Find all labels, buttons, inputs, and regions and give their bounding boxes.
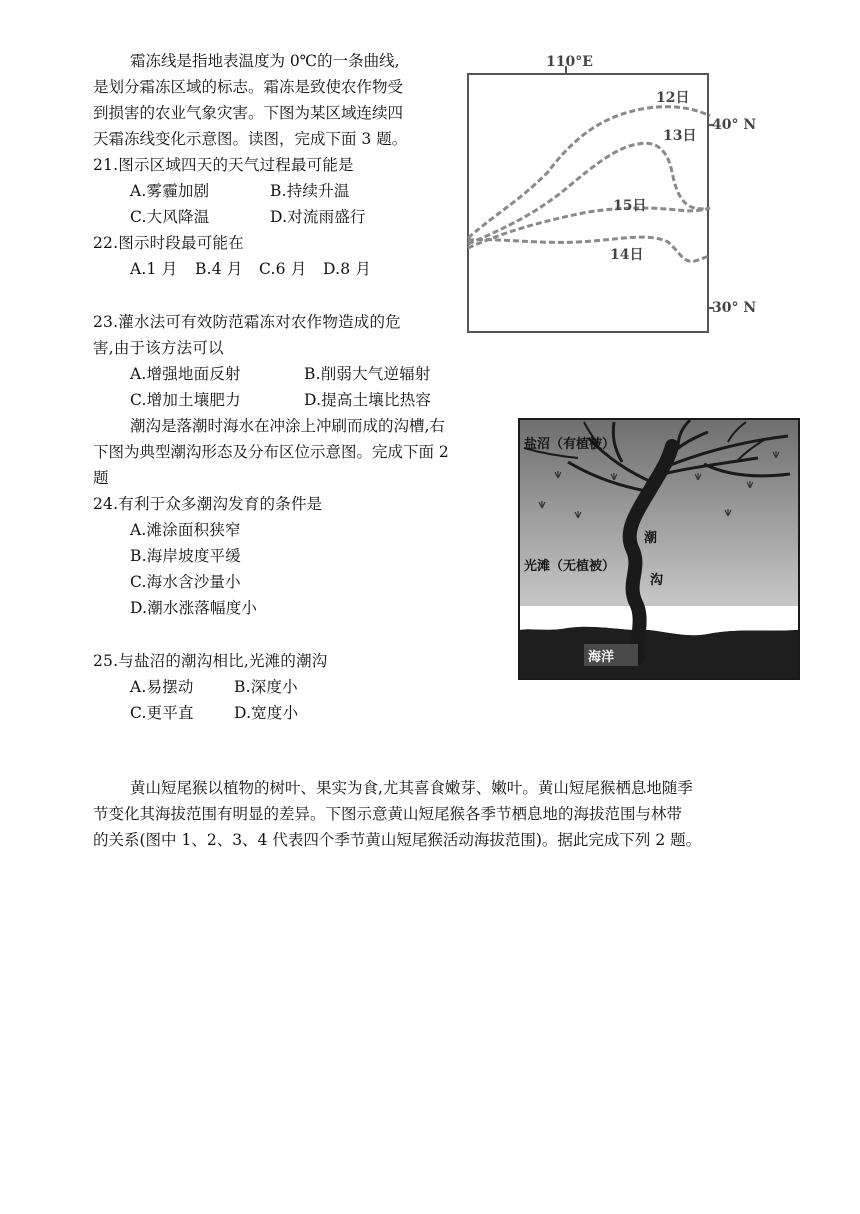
tide-intro-line-2: 下图为典型潮沟形态及分布区位示意图。完成下面 2 xyxy=(93,443,449,461)
q23-option-d: D.提高土壤比热容 xyxy=(304,391,432,409)
q25-option-c: C.更平直 xyxy=(130,704,194,722)
q25-option-b: B.深度小 xyxy=(234,678,298,696)
frost-line-map xyxy=(458,52,768,342)
longitude-label: 110°E xyxy=(546,54,593,70)
q23-stem-line-2: 害,由于该方法可以 xyxy=(93,339,224,357)
q23-option-c: C.增加土壤肥力 xyxy=(130,391,241,409)
q23-stem-line-1: 23.灌水法可有效防范霜冻对农作物造成的危 xyxy=(93,313,401,331)
q23-option-a: A.增强地面反射 xyxy=(130,365,241,383)
day-label-14: 14日 xyxy=(610,247,644,263)
ocean-area xyxy=(520,627,798,678)
day-label-13: 13日 xyxy=(663,128,697,144)
q22-option-b: B.4 月 xyxy=(195,260,243,278)
bare-flat-label: 光滩（无植被） xyxy=(524,559,616,574)
q24-stem: 24.有利于众多潮沟发育的条件是 xyxy=(93,495,323,513)
tidal-channel-figure xyxy=(518,418,800,680)
q22-option-a: A.1 月 xyxy=(130,260,178,278)
q24-option-d: D.潮水涨落幅度小 xyxy=(130,599,258,617)
day-label-12: 12日 xyxy=(656,90,690,106)
lat-30-label: 30° N xyxy=(712,300,757,316)
ocean-label: 海洋 xyxy=(588,650,615,665)
q22-stem: 22.图示时段最可能在 xyxy=(93,234,244,252)
q21-stem: 21.图示区域四天的天气过程最可能是 xyxy=(93,156,354,174)
frost-intro-line-3: 到损害的农业气象灾害。下图为某区域连续四 xyxy=(93,104,404,122)
channel-label-2: 沟 xyxy=(650,573,664,588)
frost-intro-line-1: 霜冻线是指地表温度为 0℃的一条曲线, xyxy=(130,52,400,70)
frost-intro-line-4: 天霜冻线变化示意图。读图，完成下面 3 题。 xyxy=(93,130,408,148)
q24-option-c: C.海水含沙量小 xyxy=(130,573,241,591)
tide-intro-line-1: 潮沟是落潮时海水在冲涂上冲刷而成的沟槽,右 xyxy=(130,417,445,435)
tide-intro-line-3: 题 xyxy=(93,469,109,487)
lat-40-label: 40° N xyxy=(712,117,757,133)
q24-option-b: B.海岸坡度平缓 xyxy=(130,547,241,565)
q25-option-d: D.宽度小 xyxy=(234,704,299,722)
channel-label-1: 潮 xyxy=(644,531,658,546)
day-label-15: 15日 xyxy=(613,198,647,214)
q21-option-a: A.雾霾加剧 xyxy=(130,182,210,200)
q21-option-b: B.持续升温 xyxy=(270,182,350,200)
salt-marsh-label: 盐沼（有植被） xyxy=(524,437,616,452)
q22-option-c: C.6 月 xyxy=(259,260,307,278)
q21-option-d: D.对流雨盛行 xyxy=(270,208,366,226)
frost-intro-line-2: 是划分霜冻区域的标志。霜冻是致使农作物受 xyxy=(93,78,404,96)
q25-option-a: A.易摆动 xyxy=(130,678,194,696)
monkey-intro-line-1: 黄山短尾猴以植物的树叶、果实为食,尤其喜食嫩芽、嫩叶。黄山短尾猴栖息地随季 xyxy=(130,779,693,797)
q24-option-a: A.滩涂面积狭窄 xyxy=(130,521,241,539)
q21-option-c: C.大风降温 xyxy=(130,208,210,226)
map-frame xyxy=(468,74,708,332)
q23-option-b: B.削弱大气逆辐射 xyxy=(304,365,431,383)
monkey-intro-line-3: 的关系(图中 1、2、3、4 代表四个季节黄山短尾猴活动海拔范围)。据此完成下列 2 题。 xyxy=(93,831,702,849)
monkey-intro-line-2: 节变化其海拔范围有明显的差异。下图示意黄山短尾猴各季节栖息地的海拔范围与林带 xyxy=(93,805,683,823)
q22-option-d: D.8 月 xyxy=(323,260,372,278)
q25-stem: 25.与盐沼的潮沟相比,光滩的潮沟 xyxy=(93,652,328,670)
